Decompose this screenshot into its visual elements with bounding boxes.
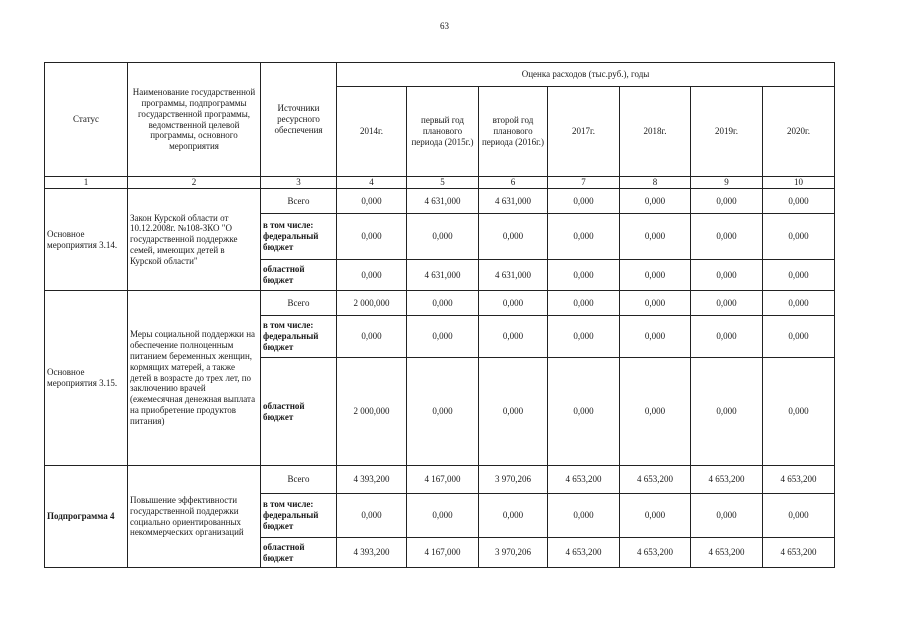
cell-value: 0,000 xyxy=(691,291,763,316)
cell-value: 0,000 xyxy=(620,214,691,260)
cell-value: 0,000 xyxy=(691,494,763,538)
cell-value: 4 631,000 xyxy=(407,189,479,214)
header-year: 2017г. xyxy=(548,87,620,177)
header-sources: Источники ресурсного обеспечения xyxy=(261,63,337,177)
cell-value: 0,000 xyxy=(763,189,835,214)
cell-value: 0,000 xyxy=(337,494,407,538)
cell-value: 0,000 xyxy=(337,260,407,291)
cell-value: 0,000 xyxy=(620,358,691,466)
cell-value: 0,000 xyxy=(479,316,548,358)
cell-value: 0,000 xyxy=(763,214,835,260)
row-status: Подпрограмма 4 xyxy=(45,466,128,568)
cell-value: 0,000 xyxy=(691,358,763,466)
cell-value: 0,000 xyxy=(479,358,548,466)
cell-value: 0,000 xyxy=(337,316,407,358)
column-number: 5 xyxy=(407,177,479,189)
cell-value: 0,000 xyxy=(407,316,479,358)
cell-value: 0,000 xyxy=(620,291,691,316)
cell-value: 0,000 xyxy=(620,316,691,358)
column-number: 10 xyxy=(763,177,835,189)
cell-value: 0,000 xyxy=(548,214,620,260)
table-row xyxy=(45,189,835,214)
cell-value: 0,000 xyxy=(691,189,763,214)
row-source: в том числе: федеральный бюджет xyxy=(261,316,337,358)
header-year: 2020г. xyxy=(763,87,835,177)
table-row xyxy=(45,466,835,494)
cell-value: 0,000 xyxy=(548,316,620,358)
cell-value: 0,000 xyxy=(407,494,479,538)
row-source: в том числе: федеральный бюджет xyxy=(261,494,337,538)
row-status: Основное мероприятия 3.15. xyxy=(45,291,128,466)
row-source: областной бюджет xyxy=(261,358,337,466)
cell-value: 4 631,000 xyxy=(479,260,548,291)
cell-value: 4 653,200 xyxy=(763,538,835,568)
cell-value: 0,000 xyxy=(548,189,620,214)
cell-value: 0,000 xyxy=(407,214,479,260)
cell-value: 0,000 xyxy=(763,494,835,538)
cell-value: 4 653,200 xyxy=(763,466,835,494)
cell-value: 4 631,000 xyxy=(407,260,479,291)
column-number: 7 xyxy=(548,177,620,189)
cell-value: 0,000 xyxy=(548,494,620,538)
cell-value: 4 167,000 xyxy=(407,538,479,568)
cell-value: 4 167,000 xyxy=(407,466,479,494)
cell-value: 3 970,206 xyxy=(479,466,548,494)
header-estimate: Оценка расходов (тыс.руб.), годы xyxy=(337,63,835,87)
column-number: 6 xyxy=(479,177,548,189)
cell-value: 4 393,200 xyxy=(337,466,407,494)
cell-value: 0,000 xyxy=(479,214,548,260)
column-number: 1 xyxy=(45,177,128,189)
cell-value: 0,000 xyxy=(337,214,407,260)
row-source: областной бюджет xyxy=(261,260,337,291)
cell-value: 4 393,200 xyxy=(337,538,407,568)
cell-value: 4 653,200 xyxy=(620,538,691,568)
column-number: 8 xyxy=(620,177,691,189)
cell-value: 0,000 xyxy=(620,260,691,291)
row-name: Повышение эффективности государственной поддержки социально ориентированных некоммерческих организаций xyxy=(128,466,261,568)
cell-value: 0,000 xyxy=(620,189,691,214)
cell-value: 2 000,000 xyxy=(337,358,407,466)
row-source: Всего xyxy=(261,189,337,214)
header-year: 2014г. xyxy=(337,87,407,177)
row-name: Закон Курской области от 10.12.2008г. №108-ЗКО "О государственной поддержке семей, имеющих детей в Курской области" xyxy=(128,189,261,291)
column-number: 3 xyxy=(261,177,337,189)
cell-value: 2 000,000 xyxy=(337,291,407,316)
row-source: Всего xyxy=(261,291,337,316)
cell-value: 4 653,200 xyxy=(691,466,763,494)
cell-value: 4 653,200 xyxy=(548,538,620,568)
row-status: Основное мероприятия 3.14. xyxy=(45,189,128,291)
table-row xyxy=(45,291,835,316)
cell-value: 0,000 xyxy=(691,316,763,358)
header-year: 2019г. xyxy=(691,87,763,177)
cell-value: 0,000 xyxy=(548,260,620,291)
cell-value: 0,000 xyxy=(691,214,763,260)
cell-value: 0,000 xyxy=(548,291,620,316)
column-numbers-row xyxy=(45,177,835,189)
cell-value: 0,000 xyxy=(763,358,835,466)
cell-value: 0,000 xyxy=(763,316,835,358)
cell-value: 0,000 xyxy=(479,291,548,316)
cell-value: 0,000 xyxy=(691,260,763,291)
cell-value: 0,000 xyxy=(407,291,479,316)
cell-value: 3 970,206 xyxy=(479,538,548,568)
cell-value: 4 653,200 xyxy=(691,538,763,568)
header-year: первый год планового периода (2015г.) xyxy=(407,87,479,177)
row-source: в том числе: федеральный бюджет xyxy=(261,214,337,260)
column-number: 4 xyxy=(337,177,407,189)
cell-value: 0,000 xyxy=(548,358,620,466)
header-row-top xyxy=(45,63,835,87)
header-year: второй год планового периода (2016г.) xyxy=(479,87,548,177)
cell-value: 0,000 xyxy=(337,189,407,214)
cell-value: 0,000 xyxy=(479,494,548,538)
row-source: областной бюджет xyxy=(261,538,337,568)
cell-value: 4 631,000 xyxy=(479,189,548,214)
cell-value: 0,000 xyxy=(763,291,835,316)
budget-table xyxy=(44,62,835,568)
header-name: Наименование государственной программы, подпрограммы государственной программы, ведомственной целевой программы, основного мероприятия xyxy=(128,63,261,177)
header-status: Статус xyxy=(45,63,128,177)
cell-value: 4 653,200 xyxy=(620,466,691,494)
header-year: 2018г. xyxy=(620,87,691,177)
column-number: 9 xyxy=(691,177,763,189)
row-source: Всего xyxy=(261,466,337,494)
column-number: 2 xyxy=(128,177,261,189)
cell-value: 0,000 xyxy=(620,494,691,538)
cell-value: 0,000 xyxy=(763,260,835,291)
row-name: Меры социальной поддержки на обеспечение полноценным питанием беременных женщин, кормящих матерей, а также детей в возрасте до трех лет, по заключению врачей (ежемесячная денежная выплата на приобретение продуктов питания) xyxy=(128,291,261,466)
cell-value: 0,000 xyxy=(407,358,479,466)
page-number: 63 xyxy=(440,21,449,31)
cell-value: 4 653,200 xyxy=(548,466,620,494)
